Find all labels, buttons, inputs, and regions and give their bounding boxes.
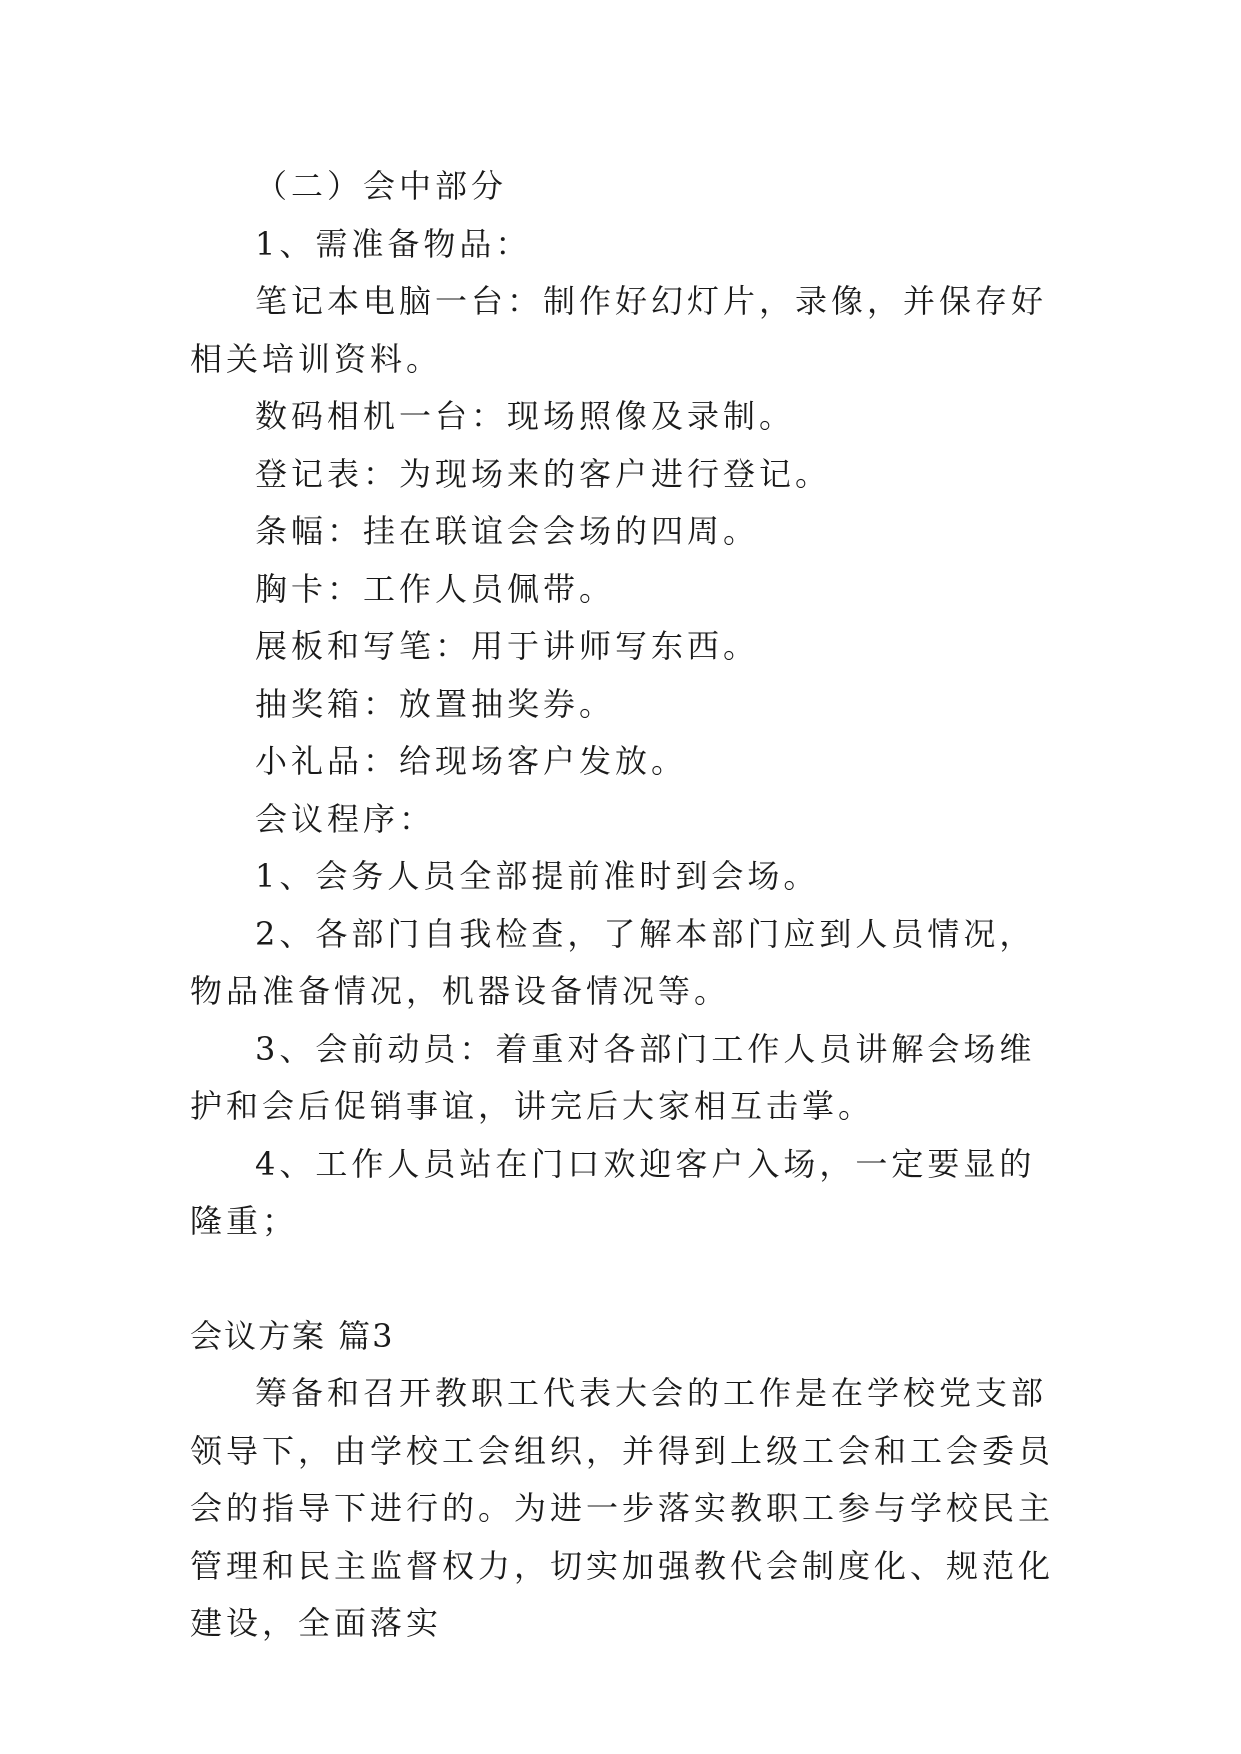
article-paragraph: 筹备和召开教职工代表大会的工作是在学校党支部领导下，由学校工会组织，并得到上级工会和工会委员会的指导下进行的。为进一步落实教职工参与学校民主管理和民主监督权力，切实加强教代会制度化、规范化建设，全面落实 — [190, 1374, 1055, 1642]
article-heading: 会议方案 篇3 — [190, 1316, 395, 1355]
list-item: 登记表：为现场来的客户进行登记。 — [255, 454, 832, 493]
procedure-title: 会议程序： — [255, 799, 436, 838]
document-body — [190, 158, 1060, 1653]
procedure-step: 1、会务人员全部提前准时到会场。 — [255, 857, 820, 895]
list-item: 胸卡：工作人员佩带。 — [255, 569, 616, 608]
list-item: 条幅：挂在联谊会会场的四周。 — [255, 512, 760, 550]
section-heading: （二）会中部分 — [255, 167, 508, 205]
list-item: 数码相机一台：现场照像及录制。 — [255, 397, 796, 435]
procedure-step: 3、会前动员：着重对各部门工作人员讲解会场维护和会后促销事谊，讲完后大家相互击掌。 — [190, 1029, 1036, 1125]
list-item: 抽奖箱：放置抽奖券。 — [255, 684, 616, 723]
list-item: 小礼品：给现场客户发放。 — [255, 742, 688, 780]
procedure-step: 2、各部门自我检查，了解本部门应到人员情况，物品准备情况，机器设备情况等。 — [190, 914, 1036, 1010]
procedure-step: 4、工作人员站在门口欢迎客户入场，一定要显的隆重； — [190, 1144, 1036, 1240]
list-item: 笔记本电脑一台：制作好幻灯片，录像，并保存好相关培训资料。 — [190, 282, 1048, 378]
items-title: 1、需准备物品： — [255, 224, 532, 263]
list-item: 展板和写笔：用于讲师写东西。 — [255, 627, 760, 665]
